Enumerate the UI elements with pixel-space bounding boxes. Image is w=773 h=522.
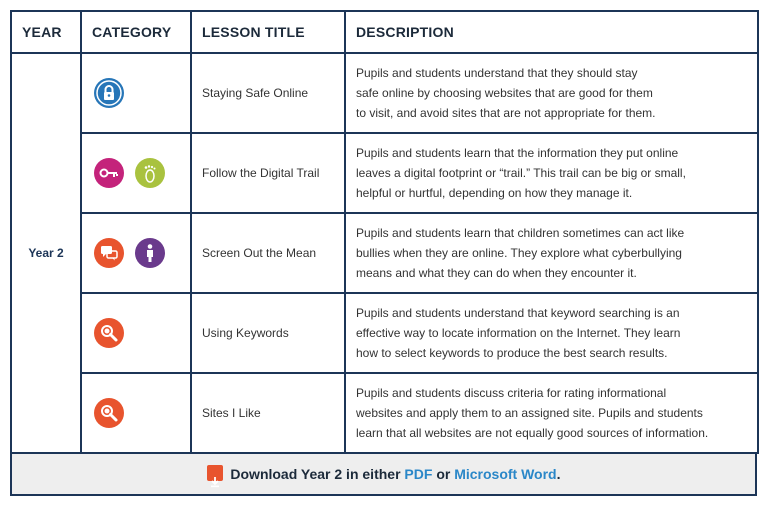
year-cell: Year 2 bbox=[11, 53, 81, 453]
magnifier-icon bbox=[94, 318, 124, 348]
description-line: means and what they can do when they encounter it. bbox=[356, 266, 637, 280]
lesson-title: Staying Safe Online bbox=[191, 53, 345, 133]
download-icon[interactable] bbox=[207, 465, 223, 481]
description-line: leaves a digital footprint or “trail.” This trail can be big or small, bbox=[356, 166, 686, 180]
lesson-title: Using Keywords bbox=[191, 293, 345, 373]
lesson-description bbox=[345, 133, 758, 213]
category-cell bbox=[81, 53, 191, 133]
table-row bbox=[11, 133, 758, 213]
lesson-title: Screen Out the Mean bbox=[191, 213, 345, 293]
description-line: Pupils and students learn that children sometimes can act like bbox=[356, 226, 685, 240]
header-year: YEAR bbox=[11, 11, 81, 53]
description-line: learn that all websites are not equally good sources of information. bbox=[356, 426, 709, 440]
magnifier-icon bbox=[94, 398, 124, 428]
category-cell bbox=[81, 213, 191, 293]
chat-bubbles-icon bbox=[94, 238, 124, 268]
description-line: how to select keywords to produce the best search results. bbox=[356, 346, 668, 360]
category-cell bbox=[81, 293, 191, 373]
or-text: or bbox=[436, 466, 451, 482]
lesson-description bbox=[345, 213, 758, 293]
lesson-table-container bbox=[10, 10, 757, 496]
table-row bbox=[11, 53, 758, 133]
header-lesson-title: LESSON TITLE bbox=[191, 11, 345, 53]
table-row bbox=[11, 293, 758, 373]
description-line: websites and apply them to an assigned site. Pupils and students bbox=[356, 406, 703, 420]
description-line: Pupils and students discuss criteria for rating informational bbox=[356, 386, 667, 400]
lesson-description bbox=[345, 293, 758, 373]
description-line: Pupils and students understand that keyword searching is an bbox=[356, 306, 680, 320]
table-row bbox=[11, 213, 758, 293]
description-line: bullies when they are online. They explore what cyberbullying bbox=[356, 246, 682, 260]
header-row bbox=[11, 11, 758, 53]
lesson-description bbox=[345, 53, 758, 133]
header-description: DESCRIPTION bbox=[345, 11, 758, 53]
period-text: . bbox=[556, 466, 561, 482]
description-line: to visit, and avoid sites that are not appropriate for them. bbox=[356, 106, 656, 120]
key-icon bbox=[94, 158, 124, 188]
category-cell bbox=[81, 373, 191, 453]
description-line: safe online by choosing websites that are good for them bbox=[356, 86, 653, 100]
person-icon bbox=[135, 238, 165, 268]
description-line: Pupils and students understand that they should stay bbox=[356, 66, 638, 80]
download-text: Download Year 2 in either bbox=[230, 466, 401, 482]
lesson-title: Follow the Digital Trail bbox=[191, 133, 345, 213]
header-category: CATEGORY bbox=[81, 11, 191, 53]
description-line: effective way to locate information on the Internet. They learn bbox=[356, 326, 681, 340]
description-line: Pupils and students learn that the information they put online bbox=[356, 146, 679, 160]
description-line: helpful or hurtful, depending on how they manage it. bbox=[356, 186, 633, 200]
footprint-icon bbox=[135, 158, 165, 188]
lesson-description bbox=[345, 373, 758, 453]
table-row bbox=[11, 373, 758, 453]
lock-icon bbox=[94, 78, 124, 108]
download-footer bbox=[10, 454, 757, 496]
pdf-link[interactable]: PDF bbox=[404, 466, 433, 482]
category-cell bbox=[81, 133, 191, 213]
lesson-title: Sites I Like bbox=[191, 373, 345, 453]
word-link[interactable]: Microsoft Word bbox=[454, 466, 557, 482]
lesson-table bbox=[10, 10, 759, 454]
